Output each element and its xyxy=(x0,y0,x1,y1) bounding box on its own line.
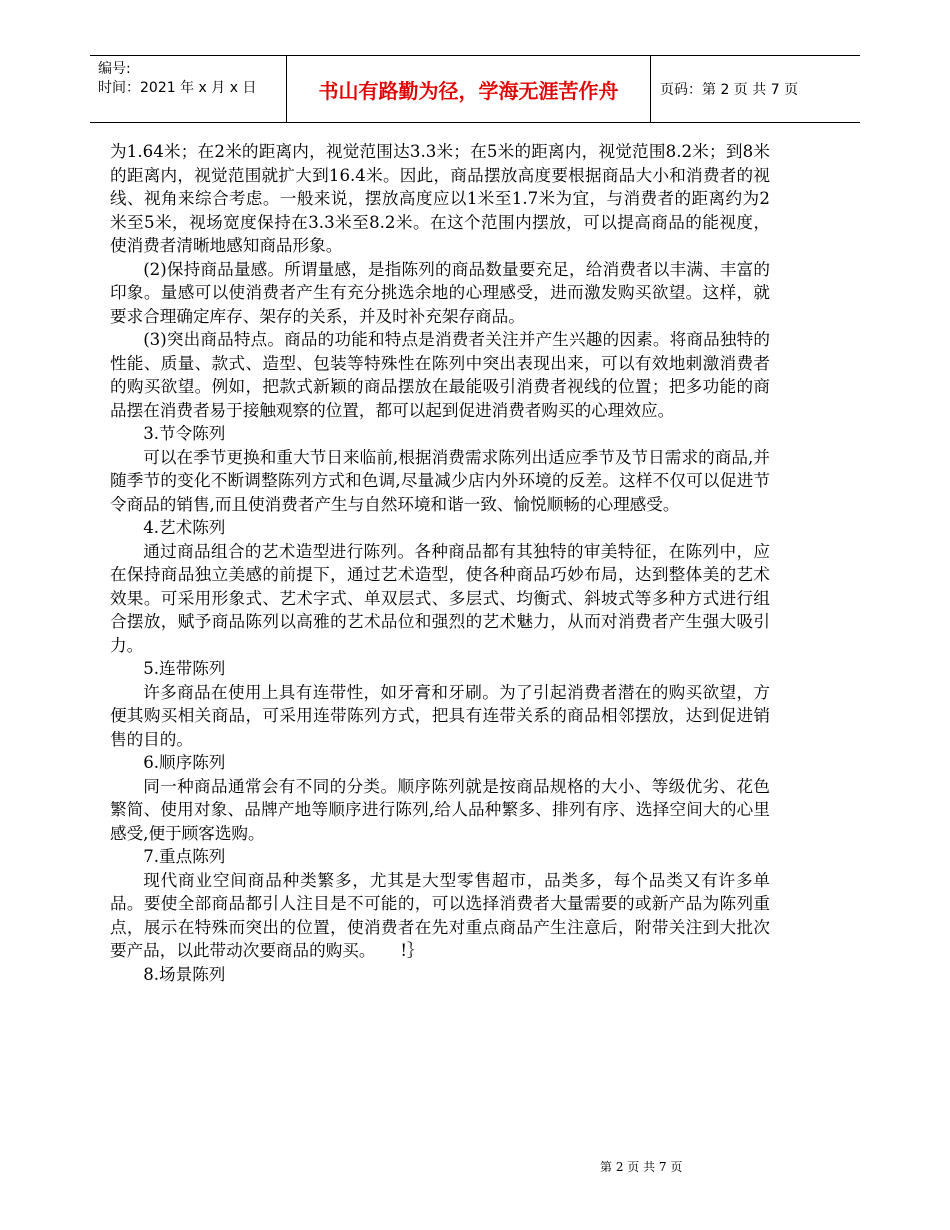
page-footer: 第 2 页 共 7 页 xyxy=(600,1160,683,1174)
section-heading-artistic: 4.艺术陈列 xyxy=(143,518,226,537)
section-heading-seasonal: 3.节令陈列 xyxy=(143,424,226,443)
paragraph-related: 许多商品在使用上具有连带性，如牙膏和牙刷。为了引起消费者潜在的购买欲望，方便其购买相关商品，可采用连带陈列方式，把具有连带关系的商品相邻摆放，达到促进销售的目的。 xyxy=(110,682,770,749)
header-divider-right xyxy=(650,56,651,122)
paragraph-seasonal: 可以在季节更换和重大节日来临前,根据消费需求陈列出适应季节及节日需求的商品,并随季节的变化不断调整陈列方式和色调,尽量减少店内外环境的反差。这样不仅可以促进节令商品的销售,而且使消费者产生与自然环境和谐一致、愉悦顺畅的心理感受。 xyxy=(110,447,770,514)
document-body xyxy=(110,140,770,986)
section-heading-scene: 8.场景陈列 xyxy=(143,964,226,984)
paragraph-features: (3)突出商品特点。商品的功能和特点是消费者关注并产生兴趣的因素。将商品独特的性能、质量、款式、造型、包装等特殊性在陈列中突出表现出来，可以有效地刺激消费者的购买欲望。例如，把款式新颖的商品摆放在最能吸引消费者视线的位置；把多功能的商品摆在消费者易于接触观察的位置，都可以起到促进消费者购买的心理效应。 xyxy=(110,330,770,420)
document-time-label: 时间：2021 年 x 月 x 日 xyxy=(98,80,257,96)
header-page-number: 页码：第 2 页 共 7 页 xyxy=(660,82,799,98)
section-heading-focus: 7.重点陈列 xyxy=(143,847,226,866)
header-motto: 书山有路勤为径，学海无涯苦作舟 xyxy=(318,78,619,103)
paragraph-artistic: 通过商品组合的艺术造型进行陈列。各种商品都有其独特的审美特征，在陈列中，应在保持商品独立美感的前提下，通过艺术造型，使各种商品巧妙布局，达到整体美的艺术效果。可采用形象式、艺术字式、单双层式、多层式、均衡式、斜坡式等多种方式进行组合摆放，赋予商品陈列以高雅的艺术品位和强烈的艺术魅力，从而对消费者产生强大吸引力。 xyxy=(110,541,770,655)
paragraph-quantity: (2)保持商品量感。所谓量感，是指陈列的商品数量要充足，给消费者以丰满、丰富的印象。量感可以使消费者产生有充分挑选余地的心理感受，进而激发购买欲望。这样，就要求合理确定库存、架存的关系，并及时补充架存商品。 xyxy=(110,259,770,326)
section-heading-related: 5.连带陈列 xyxy=(143,659,226,678)
paragraph-sequential: 同一种商品通常会有不同的分类。顺序陈列就是按商品规格的大小、等级优劣、花色繁简、使用对象、品牌产地等顺序进行陈列,给人品种繁多、排列有序、选择空间大的心里感受,便于顾客选购。 xyxy=(110,776,770,843)
page-header xyxy=(90,55,860,123)
document-id-label: 编号: xyxy=(98,61,131,77)
header-meta xyxy=(98,60,288,98)
section-heading-sequential: 6.顺序陈列 xyxy=(143,753,226,772)
paragraph-focus: 现代商业空间商品种类繁多，尤其是大型零售超市，品类多，每个品类又有许多单品。要使全部商品都引人注目是不可能的，可以选择消费者大量需要的或新产品为陈列重点，展示在特殊而突出的位置，使消费者在先对重点商品产生注意后，附带关注到大批次要产品，以此带动次要商品的购买。 !｝ xyxy=(110,870,770,960)
paragraph-viewing-range: 为1.64米；在2米的距离内，视觉范围达3.3米；在5米的距离内，视觉范围8.2米；到8米的距离内，视觉范围就扩大到16.4米。因此，商品摆放高度要根据商品大小和消费者的视线、视角来综合考虑。一般来说，摆放高度应以1米至1.7米为宜，与消费者的距离约为2米至5米，视场宽度保持在3.3米至8.2米。在这个范围内摆放，可以提高商品的能视度，使消费者清晰地感知商品形象。 xyxy=(110,142,770,255)
